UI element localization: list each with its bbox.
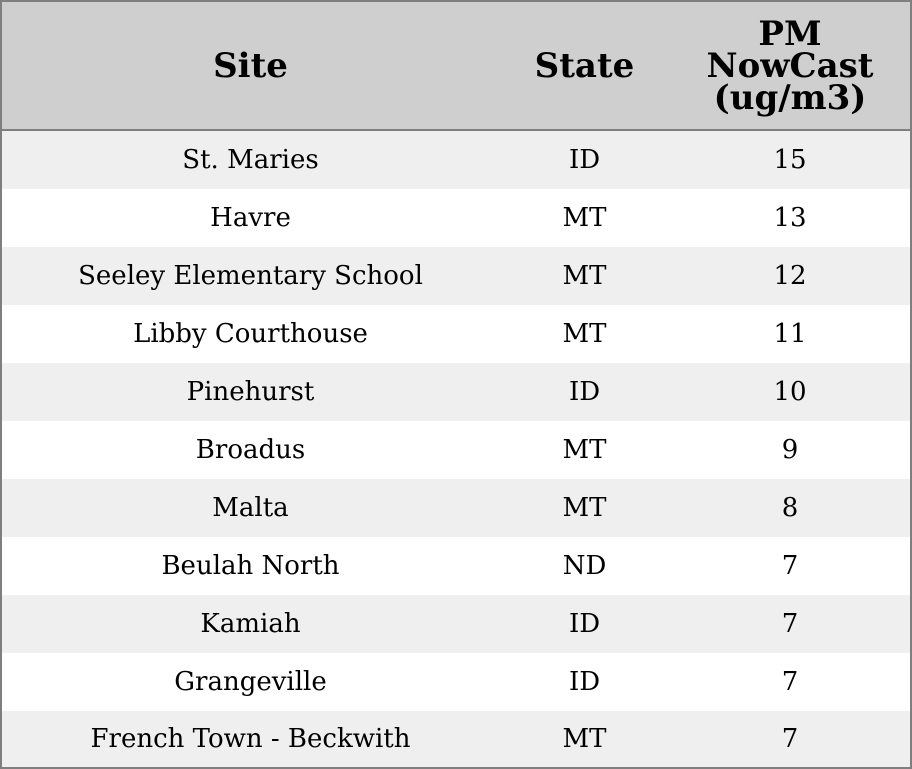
cell-site: Kamiah xyxy=(2,595,499,653)
cell-site: Grangeville xyxy=(2,653,499,711)
cell-site: Pinehurst xyxy=(2,363,499,421)
pm-nowcast-table xyxy=(2,2,910,767)
cell-pm: 7 xyxy=(670,653,910,711)
cell-pm: 7 xyxy=(670,595,910,653)
cell-state: MT xyxy=(499,711,670,767)
cell-site: Broadus xyxy=(2,421,499,479)
cell-site: Seeley Elementary School xyxy=(2,247,499,305)
cell-site: Malta xyxy=(2,479,499,537)
cell-site: St. Maries xyxy=(2,130,499,189)
cell-pm: 9 xyxy=(670,421,910,479)
header-site: Site xyxy=(2,2,499,130)
table-row xyxy=(2,653,910,711)
cell-state: ID xyxy=(499,363,670,421)
header-state: State xyxy=(499,2,670,130)
table-row xyxy=(2,479,910,537)
table-row xyxy=(2,537,910,595)
table-row xyxy=(2,711,910,767)
header-pm-line-1: PM xyxy=(758,13,822,54)
cell-pm: 7 xyxy=(670,711,910,767)
cell-state: MT xyxy=(499,189,670,247)
cell-state: MT xyxy=(499,479,670,537)
table-row xyxy=(2,595,910,653)
table-body xyxy=(2,130,910,767)
table-row xyxy=(2,247,910,305)
cell-state: ND xyxy=(499,537,670,595)
cell-site: Beulah North xyxy=(2,537,499,595)
table-row xyxy=(2,363,910,421)
cell-pm: 10 xyxy=(670,363,910,421)
cell-state: MT xyxy=(499,305,670,363)
cell-pm: 7 xyxy=(670,537,910,595)
header-pm-line-2: NowCast xyxy=(706,45,874,86)
table-row xyxy=(2,421,910,479)
cell-pm: 12 xyxy=(670,247,910,305)
cell-site: Havre xyxy=(2,189,499,247)
header-pm-line-3: (ug/m3) xyxy=(713,77,867,118)
header-row xyxy=(2,2,910,130)
cell-state: MT xyxy=(499,421,670,479)
cell-pm: 8 xyxy=(670,479,910,537)
header-pm-nowcast xyxy=(670,2,910,130)
table-row xyxy=(2,189,910,247)
cell-site: Libby Courthouse xyxy=(2,305,499,363)
cell-pm: 11 xyxy=(670,305,910,363)
cell-state: ID xyxy=(499,595,670,653)
cell-state: MT xyxy=(499,247,670,305)
table-row xyxy=(2,305,910,363)
cell-pm: 15 xyxy=(670,130,910,189)
cell-state: ID xyxy=(499,653,670,711)
table-header xyxy=(2,2,910,130)
cell-pm: 13 xyxy=(670,189,910,247)
table-row xyxy=(2,130,910,189)
cell-site: French Town - Beckwith xyxy=(2,711,499,767)
cell-state: ID xyxy=(499,130,670,189)
